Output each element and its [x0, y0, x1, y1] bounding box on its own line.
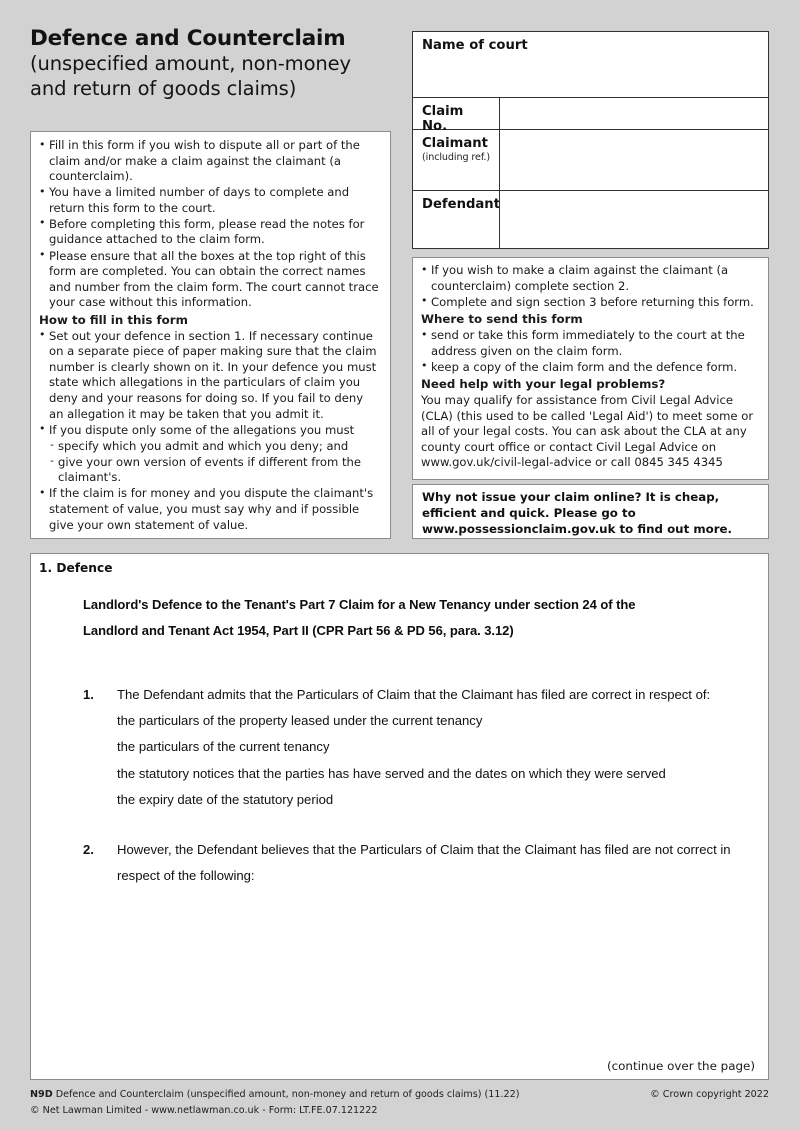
defence-content[interactable]	[83, 592, 754, 913]
defendant-label: Defendant	[422, 197, 500, 212]
list-item: - give your own version of events if different from the claimant's.	[39, 455, 381, 486]
claim-no-field[interactable]	[499, 98, 768, 129]
list-item: • Please ensure that all the boxes at the top right of this form are completed. You can obtain the correct names and number from the claim form. The court cannot trace your case without this information.	[39, 249, 381, 311]
list-item: • If you dispute only some of the allegations you must	[39, 423, 381, 439]
list-item: • Fill in this form if you wish to dispute all or part of the claim and/or make a claim against the claimant (a counterclaim).	[39, 138, 381, 185]
continue-over-page-note: (continue over the page)	[606, 1059, 755, 1073]
item-text: However, the Defendant believes that the Particulars of Claim that the Claimant has filed are not correct in respect of the following:	[117, 841, 731, 884]
item-number: 1.	[83, 687, 94, 702]
list-item	[83, 682, 754, 813]
name-of-court-label: Name of court	[422, 38, 528, 53]
defence-section	[30, 553, 769, 1080]
list-item: the particulars of the current tenancy	[117, 739, 330, 755]
footer-crown-copyright: © Crown copyright 2022	[650, 1089, 769, 1100]
how-to-fill-list	[39, 329, 381, 534]
legal-help-heading: Need help with your legal problems?	[421, 377, 666, 392]
list-item	[83, 837, 754, 889]
how-to-fill-heading: How to fill in this form	[39, 312, 188, 327]
list-item: • Set out your defence in section 1. If necessary continue on a separate piece of paper making sure that the claim number is clearly shown on it. In your defence you must state which allegations in the particulars of claim you deny and your reasons for doing so. If you fail to deny an allegation it may be taken that you admit it.	[39, 329, 381, 422]
footer-provider-line: © Net Lawman Limited - www.netlawman.co.uk - Form: LT.FE.07.121222	[30, 1104, 378, 1116]
footer-primary-row	[30, 1088, 769, 1103]
page-footer	[30, 1088, 769, 1119]
legal-help-body: You may qualify for assistance from Civil Legal Advice (CLA) (this used to be called 'Legal Aid') to meet some or all of your legal costs. You can ask about the CLA at any county court office or contact Civil Legal Advice on www.gov.uk/civil-legal-advice or call 0845 345 4345	[421, 393, 754, 470]
page-title	[30, 26, 400, 101]
claimant-field[interactable]	[499, 130, 768, 190]
table-row	[413, 97, 768, 134]
admitted-particulars-list	[117, 708, 754, 813]
general-instructions-list	[39, 138, 381, 311]
claimant-label-text: Claimant	[422, 136, 488, 151]
table-row	[413, 190, 768, 248]
item-text: The Defendant admits that the Particulars of Claim that the Claimant has filed are correct in respect of:	[117, 687, 711, 702]
where-to-send-list	[421, 328, 760, 375]
defendant-field[interactable]	[499, 191, 768, 248]
court-details-table	[412, 31, 769, 249]
footer-form-reference	[30, 1088, 520, 1103]
item-number: 2.	[83, 841, 94, 857]
defence-section-heading: 1. Defence	[39, 561, 113, 575]
form-title-main: Defence and Counterclaim	[30, 26, 346, 51]
footer-form-code: N9D	[30, 1089, 53, 1100]
form-title-sub-line1: (unspecified amount, non-money	[30, 52, 351, 76]
list-item: • Complete and sign section 3 before returning this form.	[421, 295, 760, 311]
where-to-send-heading: Where to send this form	[421, 312, 583, 327]
online-claim-promo-box: Why not issue your claim online? It is cheap, efficient and quick. Please go to www.possessionclaim.gov.uk to find out more.	[412, 484, 769, 539]
claim-no-label: Claim No.	[422, 104, 464, 134]
left-instructions-panel	[30, 131, 391, 539]
form-title-sub-line2: and return of goods claims)	[30, 76, 297, 100]
counterclaim-instructions-list	[421, 263, 760, 310]
list-item: - specify which you admit and which you deny; and	[39, 439, 381, 455]
list-item: the expiry date of the statutory period	[117, 791, 334, 807]
right-instructions-panel	[412, 257, 769, 480]
list-item: • If the claim is for money and you dispute the claimant's statement of value, you must say why and if possible give your own statement of value.	[39, 486, 381, 533]
list-item: the statutory notices that the parties has have served and the dates on which they were served	[117, 765, 666, 781]
list-item: the particulars of the property leased under the current tenancy	[117, 713, 483, 729]
list-item: • Before completing this form, please read the notes for guidance attached to the claim form.	[39, 217, 381, 248]
list-item: • You have a limited number of days to complete and return this form to the court.	[39, 185, 381, 216]
list-item: • If you wish to make a claim against the claimant (a counterclaim) complete section 2.	[421, 263, 760, 294]
list-item: • keep a copy of the claim form and the defence form.	[421, 360, 760, 376]
defence-numbered-list	[83, 682, 754, 889]
footer-form-description: Defence and Counterclaim (unspecified amount, non-money and return of goods claims) (11.22)	[55, 1089, 520, 1100]
table-row	[413, 129, 768, 190]
claim-title-line-1: Landlord's Defence to the Tenant's Part 7 Claim for a New Tenancy under section 24 of the	[83, 597, 636, 612]
list-item: • send or take this form immediately to the court at the address given on the claim form.	[421, 328, 760, 359]
claimant-label-note: (including ref.)	[422, 151, 490, 163]
table-row	[413, 32, 768, 97]
claimant-label	[413, 130, 499, 190]
claim-title-line-2: Landlord and Tenant Act 1954, Part II (CPR Part 56 & PD 56, para. 3.12)	[83, 623, 514, 638]
